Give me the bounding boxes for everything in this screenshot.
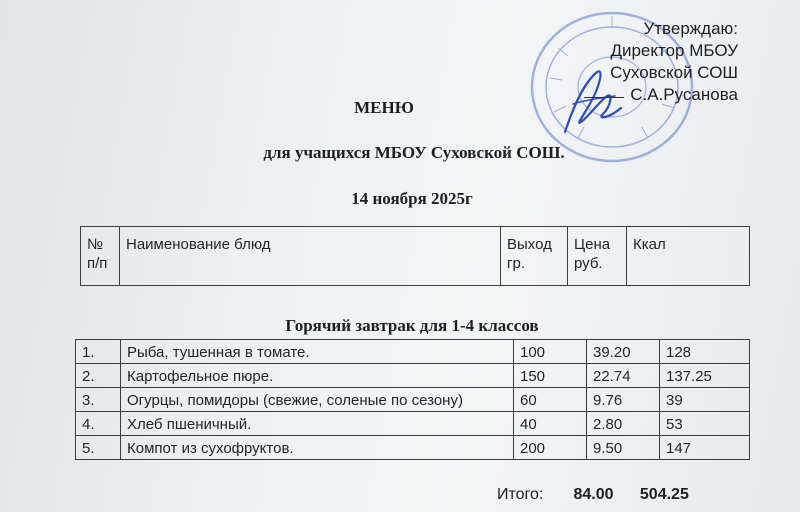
section-title: Горячий завтрак для 1-4 классов (285, 316, 539, 335)
table-row (76, 364, 750, 388)
table-row (76, 436, 750, 460)
approval-position: Директор МБОУ (610, 41, 738, 60)
row-weight: 150 (514, 364, 587, 388)
row-num: 4. (76, 412, 121, 436)
document-date: 14 ноября 2025г (351, 189, 473, 208)
row-name: Компот из сухофруктов. (121, 436, 514, 460)
header-kcal: Ккал (627, 227, 750, 286)
row-kcal: 137.25 (660, 364, 750, 388)
table-row (76, 412, 750, 436)
row-weight: 200 (514, 436, 587, 460)
header-name: Наименование блюд (120, 227, 501, 286)
total-kcal: 504.25 (639, 486, 689, 503)
table-row (76, 388, 750, 412)
approval-block (584, 18, 738, 106)
header-price: Цена руб. (568, 227, 627, 286)
document-subtitle: для учащихся МБОУ Суховской СОШ. (263, 143, 565, 162)
row-num: 2. (76, 364, 121, 388)
row-price: 9.76 (587, 388, 660, 412)
row-num: 1. (76, 340, 121, 364)
row-kcal: 39 (660, 388, 750, 412)
header-row (81, 227, 750, 286)
row-price: 22.74 (587, 364, 660, 388)
approval-line: Утверждаю: (643, 19, 738, 38)
row-name: Хлеб пшеничный. (121, 412, 514, 436)
table-row (76, 340, 750, 364)
header-num: № п/п (81, 227, 120, 286)
row-num: 3. (76, 388, 121, 412)
header-weight: Выход гр. (501, 227, 568, 286)
row-price: 2.80 (587, 412, 660, 436)
row-name: Рыба, тушенная в томате. (121, 340, 514, 364)
total-row (497, 486, 689, 504)
director-name: С.А.Русанова (630, 85, 738, 104)
row-price: 39.20 (587, 340, 660, 364)
row-price: 9.50 (587, 436, 660, 460)
row-kcal: 53 (660, 412, 750, 436)
row-kcal: 147 (660, 436, 750, 460)
row-name: Огурцы, помидоры (свежие, соленые по сезону) (121, 388, 514, 412)
total-price: 84.00 (573, 486, 614, 503)
total-label: Итого: (497, 486, 544, 503)
menu-table (75, 339, 750, 460)
row-weight: 100 (514, 340, 587, 364)
row-name: Картофельное пюре. (121, 364, 514, 388)
approval-school: Суховской СОШ (610, 63, 738, 82)
row-weight: 60 (514, 388, 587, 412)
menu-header-table (80, 226, 750, 286)
document-title: МЕНЮ (354, 98, 414, 117)
row-kcal: 128 (660, 340, 750, 364)
row-num: 5. (76, 436, 121, 460)
row-weight: 40 (514, 412, 587, 436)
